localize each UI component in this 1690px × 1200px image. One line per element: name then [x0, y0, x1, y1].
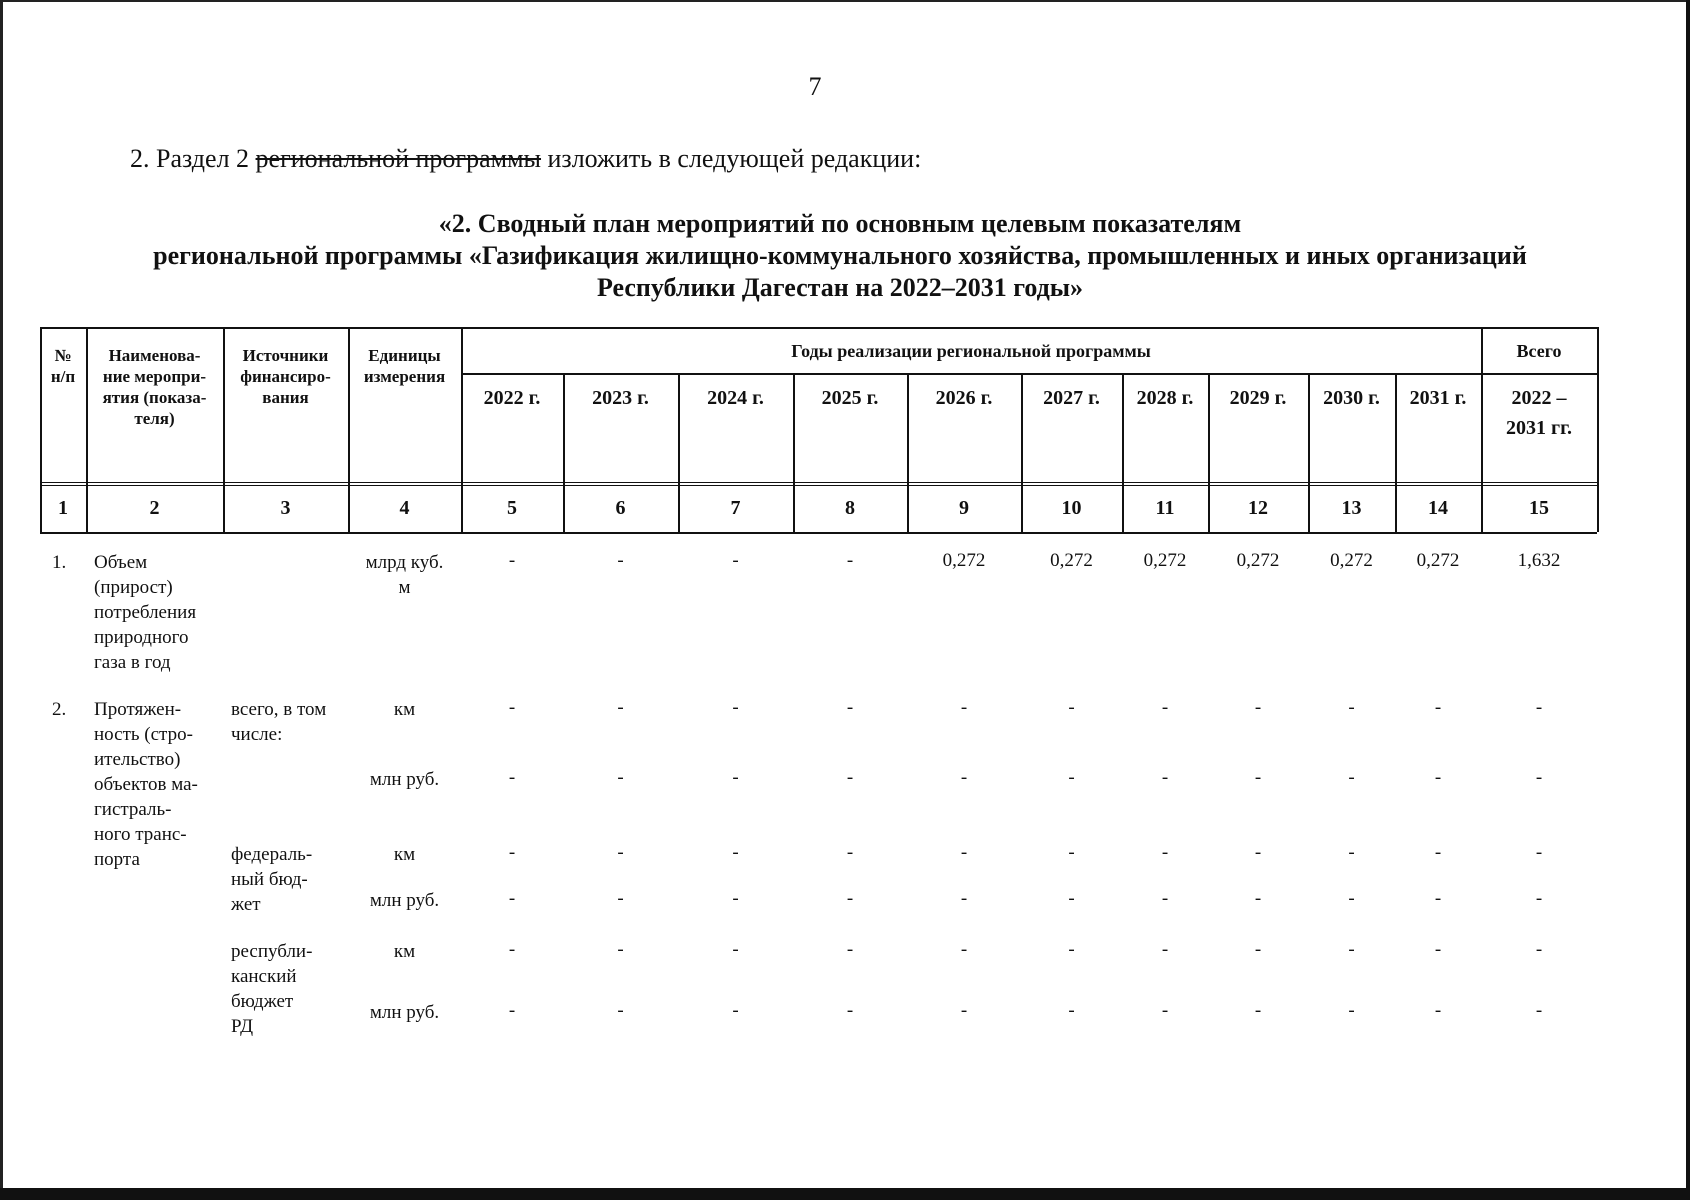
row-value: - — [1161, 842, 1169, 863]
row-value: - — [617, 842, 624, 863]
row-number: 2. — [52, 699, 67, 720]
row-value: - — [617, 550, 624, 571]
row-value: - — [732, 842, 739, 863]
row-value: - — [1434, 939, 1442, 960]
row-value: - — [508, 697, 516, 718]
row-value: - — [1434, 842, 1442, 863]
row-value: - — [1348, 939, 1355, 960]
column-number: 14 — [1428, 497, 1448, 519]
row-value: - — [1068, 939, 1075, 960]
row-unit: км — [393, 844, 416, 865]
row-value: - — [1434, 697, 1442, 718]
page-number: 7 — [808, 72, 822, 101]
row-value: - — [617, 767, 624, 788]
row-value: - — [732, 767, 739, 788]
row-value: - — [1161, 767, 1169, 788]
row-value: - — [1254, 767, 1262, 788]
column-number: 9 — [959, 497, 969, 519]
row-value: - — [1161, 697, 1169, 718]
scan-border-left — [0, 0, 3, 1200]
row-value: - — [1348, 1000, 1355, 1021]
intro-struck-text: региональной программы — [255, 144, 542, 173]
row-value: - — [1535, 1000, 1543, 1021]
row-value: - — [617, 888, 624, 909]
row-value: - — [617, 1000, 624, 1021]
row-unit: млн руб. — [369, 890, 440, 911]
row-unit: млн руб. — [369, 769, 440, 790]
row-value: - — [1068, 767, 1075, 788]
row-value: - — [846, 939, 854, 960]
column-number: 6 — [615, 497, 626, 519]
section-title — [40, 208, 1640, 304]
row-number: 1. — [52, 552, 67, 573]
intro-paragraph — [130, 144, 921, 174]
row-value: - — [508, 767, 516, 788]
row-value: - — [1161, 939, 1169, 960]
header-year: 2030 г. — [1323, 387, 1380, 409]
row-unit: млн руб. — [369, 1002, 440, 1023]
row-source: всего, в том числе: — [231, 699, 327, 745]
row-value: - — [846, 888, 854, 909]
header-total: Всего — [1516, 341, 1562, 361]
row-value: - — [1254, 842, 1262, 863]
row-value: - — [1068, 842, 1075, 863]
column-number: 12 — [1248, 497, 1268, 519]
row-value: - — [846, 697, 854, 718]
header-year: 2029 г. — [1229, 387, 1287, 409]
row-value: - — [1254, 939, 1262, 960]
years-subheader-rule — [461, 373, 1597, 375]
row-unit: км — [393, 941, 416, 962]
scan-border-bottom — [0, 1188, 1690, 1200]
header-total-period: 2022 – 2031 гг. — [1506, 387, 1572, 439]
row-source: федераль- ный бюд- жет — [231, 844, 313, 915]
row-value: - — [732, 550, 739, 571]
row-value: - — [732, 1000, 739, 1021]
row-value: - — [1161, 888, 1169, 909]
header-year: 2025 г. — [821, 387, 879, 409]
section-title-line: региональной программы «Газификация жилищно-коммунального хозяйства, промышленных и иных организаций — [153, 241, 1527, 270]
row-value: - — [960, 767, 968, 788]
row-value: 0,272 — [942, 550, 986, 571]
header-year: 2028 г. — [1136, 387, 1194, 409]
header-year: 2023 г. — [592, 387, 649, 409]
column-number: 13 — [1341, 497, 1362, 519]
column-number: 2 — [149, 497, 160, 519]
table-right-line — [1597, 327, 1599, 532]
intro-prefix: 2. Раздел 2 — [130, 144, 256, 173]
row-value: - — [1434, 767, 1442, 788]
row-value: - — [617, 939, 624, 960]
header-unit: Единицы измерения — [363, 346, 446, 386]
row-value: - — [508, 1000, 516, 1021]
row-value: - — [846, 842, 854, 863]
row-unit: млрд куб. м — [365, 552, 444, 598]
header-years-group: Годы реализации региональной программы — [791, 341, 1151, 361]
column-number: 3 — [280, 497, 291, 519]
column-number: 15 — [1529, 497, 1549, 519]
row-value: 0,272 — [1236, 550, 1280, 571]
column-number: 4 — [399, 497, 410, 519]
row-name: Протяжен- ность (стро- ительство) объектов ма- гистраль- ного транс- порта — [94, 699, 198, 870]
section-title-line: Республики Дагестан на 2022–2031 годы» — [596, 273, 1084, 302]
row-value: - — [617, 697, 624, 718]
row-value: - — [1254, 697, 1262, 718]
column-number: 8 — [845, 497, 855, 519]
row-value: 0,272 — [1050, 550, 1093, 571]
row-value: - — [960, 697, 968, 718]
row-value: - — [846, 550, 854, 571]
row-value: - — [508, 550, 516, 571]
row-value: - — [1254, 1000, 1262, 1021]
row-value: - — [1535, 939, 1543, 960]
row-value: - — [960, 939, 968, 960]
row-value: - — [1348, 767, 1355, 788]
row-value: - — [1348, 888, 1355, 909]
row-value: - — [732, 939, 739, 960]
column-number: 10 — [1061, 497, 1082, 519]
header-bottom-rule — [40, 482, 1597, 486]
row-value: - — [508, 939, 516, 960]
header-source: Источники финансиро- вания — [240, 346, 331, 407]
row-value: - — [508, 842, 516, 863]
column-number: 1 — [58, 497, 68, 519]
header-year: 2026 г. — [935, 387, 993, 409]
row-unit: км — [393, 699, 416, 720]
table-top-rule — [40, 327, 1597, 329]
row-source: республи- канский бюджет РД — [231, 941, 313, 1037]
row-value: - — [1161, 1000, 1169, 1021]
row-value: - — [1348, 842, 1355, 863]
row-value: - — [846, 767, 854, 788]
row-value: - — [1434, 1000, 1442, 1021]
row-value: - — [960, 888, 968, 909]
row-name: Объем (прирост) потребления природного газа в год — [94, 552, 197, 673]
row-value: - — [1535, 888, 1543, 909]
row-value: - — [732, 888, 739, 909]
row-value: 0,272 — [1416, 550, 1460, 571]
row-value: - — [732, 697, 739, 718]
row-value: - — [1535, 767, 1543, 788]
row-value: - — [1068, 1000, 1075, 1021]
row-value: - — [960, 1000, 968, 1021]
header-year: 2027 г. — [1043, 387, 1100, 409]
row-value: - — [1535, 842, 1543, 863]
row-value: 1,632 — [1517, 550, 1561, 571]
header-year: 2022 г. — [483, 387, 541, 409]
row-value: - — [1348, 697, 1355, 718]
scan-border-top — [0, 0, 1690, 2]
row-value: - — [1434, 888, 1442, 909]
row-value: - — [960, 842, 968, 863]
column-number: 5 — [507, 497, 517, 519]
column-number: 7 — [730, 497, 741, 519]
header-name: Наименова- ние меропри- ятия (показа- теля) — [102, 346, 207, 428]
row-value: 0,272 — [1143, 550, 1187, 571]
column-number: 11 — [1155, 497, 1175, 519]
row-value: - — [1535, 697, 1543, 718]
row-value: - — [846, 1000, 854, 1021]
row-value: 0,272 — [1330, 550, 1373, 571]
row-value: - — [508, 888, 516, 909]
header-year: 2024 г. — [707, 387, 764, 409]
header-year: 2031 г. — [1409, 387, 1467, 409]
scan-border-right — [1686, 0, 1690, 1200]
row-value: - — [1068, 697, 1075, 718]
intro-suffix: изложить в следующей редакции: — [541, 144, 922, 173]
row-value: - — [1068, 888, 1075, 909]
header-num: № н/п — [50, 346, 76, 386]
row-value: - — [1254, 888, 1262, 909]
column-numbers-bottom-rule — [40, 532, 1597, 534]
section-title-line: «2. Сводный план мероприятий по основным целевым показателям — [438, 209, 1242, 238]
